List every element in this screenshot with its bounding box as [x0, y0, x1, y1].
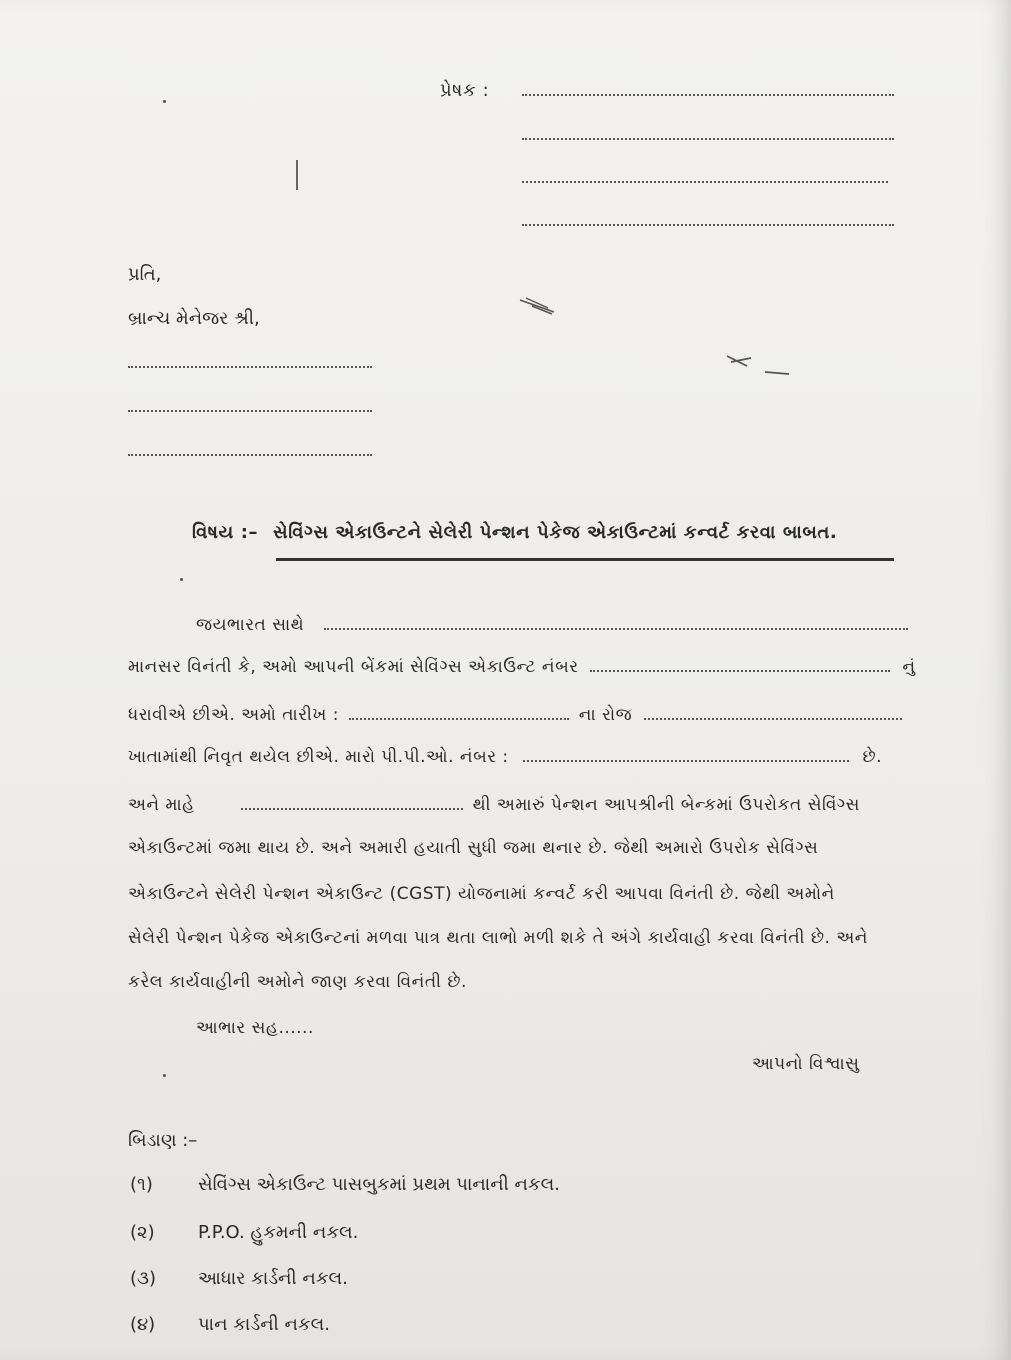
body-line-2-mid: ના રોજ: [578, 705, 633, 725]
date-extra-field[interactable]: [644, 704, 902, 720]
enclosure-number: (૧): [130, 1174, 153, 1195]
enclosure-text: પાન કાર્ડની નકલ.: [198, 1314, 330, 1335]
recipient-designation: બ્રાન્ચ મેનેજર શ્રી,: [128, 308, 260, 329]
enclosure-number: (૩): [130, 1268, 157, 1289]
sender-label: પ્રેષક :: [440, 80, 490, 101]
enclosure-text: આધાર કાર્ડની નકલ.: [198, 1268, 348, 1289]
greeting-fill[interactable]: [324, 614, 908, 630]
enclosure-number: (૨): [130, 1222, 155, 1243]
thanks-text: આભાર સહ......: [196, 1018, 314, 1038]
recipient-line-3[interactable]: [128, 454, 372, 456]
enclosure-item: [130, 1268, 348, 1289]
enclosure-number: (૪): [130, 1314, 156, 1335]
sender-line-3[interactable]: [522, 181, 888, 183]
enclosures-label: બિડાણ :–: [128, 1130, 198, 1151]
ppo-number-field[interactable]: [523, 746, 849, 762]
enclosure-item: [130, 1222, 358, 1243]
enclosure-text: સેવિંગ્સ એકાઉન્ટ પાસબુકમાં પ્રથમ પાનાની નકલ.: [198, 1174, 560, 1195]
body-line-5: એકાઉન્ટમાં જમા થાય છે. અને અમારી હયાતી સુધી જમા થનાર છે. જેથી અમારો ઉપરોક સેવિંગ્સ: [128, 838, 819, 858]
recipient-line-2[interactable]: [128, 410, 372, 412]
body-line-4-end: થી અમારું પેન્શન આપશ્રીની બેન્કમાં ઉપરોકત સેવિંગ્સ: [472, 795, 860, 815]
body-line-1-end: નું: [902, 657, 916, 677]
greeting: [196, 614, 908, 635]
body-line-3-text: ખાતામાંથી નિવૃત થયેલ છીએ. મારો પી.પી.ઓ. નંબર :: [128, 747, 509, 767]
sender-line-4[interactable]: [522, 224, 894, 226]
body-line-4: [128, 794, 860, 815]
signoff-text: આપનો વિશ્વાસુ: [752, 1054, 860, 1074]
account-number-field[interactable]: [590, 656, 890, 672]
body-line-6: એકાઉન્ટને સેલેરી પેન્શન એકાઉન્ટ (CGST) યોજનામાં કન્વર્ટ કરી આપવા વિનંતી છે. જેથી અમોને: [128, 884, 835, 904]
month-field[interactable]: [241, 794, 463, 810]
body-line-7: સેલેરી પેન્શન પેકેજ એકાઉન્ટનાં મળવા પાત્ર થતા લાભો મળી શકે તે અંગે કાર્યવાહી કરવા વિનંતી છે. અને: [128, 928, 868, 948]
body-line-1-text: માનસર વિનંતી કે, અમો આપની બેંકમાં સેવિંગ્સ એકાઉન્ટ નંબર: [128, 657, 579, 677]
greeting-text: જયભારત સાથે: [196, 615, 305, 635]
subject-label: વિષય :–: [192, 522, 259, 543]
body-line-2-text: ધરાવીએ છીએ. અમો તારીખ :: [128, 705, 339, 725]
subject-underline: [276, 558, 894, 561]
enclosure-text: P.P.O. હુકમની નકલ.: [198, 1222, 359, 1243]
speck-mark: [163, 100, 166, 103]
body-line-1: [128, 656, 916, 677]
body-line-3-end: છે.: [862, 747, 883, 767]
speck-mark: [180, 578, 183, 581]
recipient-to: પ્રતિ,: [128, 264, 162, 285]
recipient-line-1[interactable]: [128, 366, 372, 368]
stray-mark: [296, 160, 298, 190]
body-line-4-text: અને માહે: [128, 795, 195, 815]
sender-line-1[interactable]: [522, 94, 894, 96]
date-field[interactable]: [349, 704, 569, 720]
enclosure-item: [130, 1314, 330, 1335]
stray-scribble: [725, 350, 795, 380]
subject-line: [192, 522, 837, 543]
stray-scribble: [518, 296, 558, 316]
body-line-3: [128, 746, 882, 767]
subject-text: સેવિંગ્સ એકાઉન્ટને સેલેરી પેન્શન પેકેજ એકાઉન્ટમાં કન્વર્ટ કરવા બાબત.: [273, 522, 838, 543]
sender-line-2[interactable]: [522, 138, 894, 140]
speck-mark: [163, 1074, 166, 1077]
enclosure-item: [130, 1174, 560, 1195]
body-line-8: કરેલ કાર્યવાહીની અમોને જાણ કરવા વિનંતી છે.: [128, 972, 467, 992]
body-line-2: [128, 704, 902, 725]
